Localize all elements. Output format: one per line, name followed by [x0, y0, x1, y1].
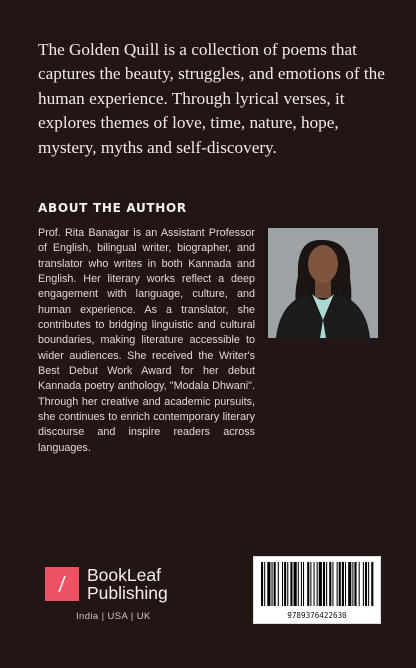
publisher-logo-mark: [45, 567, 79, 601]
back-cover-blurb: The Golden Quill is a collection of poems that captures the beauty, struggles, and emotions of the human experience. Through lyrical verses, it explores themes of love, time, nature, hope, mystery, myths and self-discovery.: [38, 40, 385, 157]
publisher-name-line1: BookLeaf: [87, 565, 161, 585]
author-bio: Prof. Rita Banagar is an Assistant Professor of English, bilingual writer, biographer, and translator who writes in both Kannada and English. Her literary works reflect a deep engagement with language, culture, and human experience. As a translator, she contributes to bridging linguistic and cultural boundaries, making literature accessible to wider audiences. She received the Writer's Best Debut Work Award for her debut Kannada poetry anthology, "Modala Dhwani". Through her creative and academic pursuits, she continues to enrich contemporary literary discourse and inspire readers across languages.: [38, 227, 255, 454]
publisher-name: [87, 566, 168, 602]
slash-icon: [45, 567, 79, 601]
author-photo: [268, 228, 378, 338]
isbn-barcode: [253, 556, 381, 624]
isbn-number: 9789376422630: [287, 611, 347, 620]
publisher-logo: [45, 566, 168, 602]
publisher-regions: India | USA | UK: [76, 611, 151, 622]
barcode-bars: [260, 562, 374, 606]
publisher-name-line2: Publishing: [87, 583, 168, 603]
about-author-heading: ABOUT THE AUTHOR: [38, 201, 187, 215]
